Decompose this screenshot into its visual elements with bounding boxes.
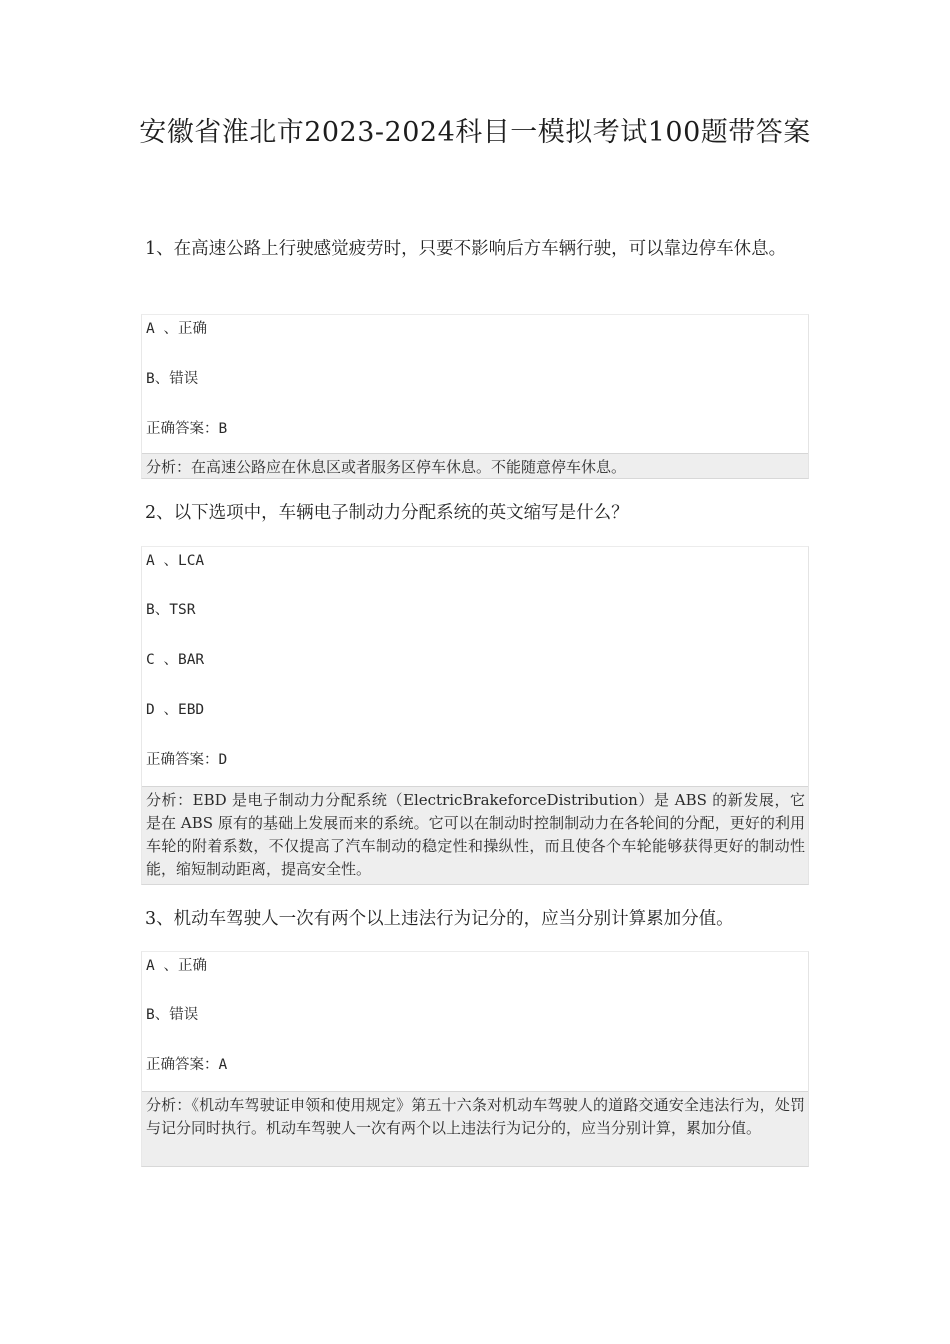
question-3-option-a: A 、正确	[146, 958, 207, 974]
question-1-answer: 正确答案：B	[146, 421, 228, 437]
question-3-box	[141, 951, 809, 1167]
question-1-option-b: B、错误	[146, 371, 199, 387]
question-3-answer: 正确答案：A	[146, 1057, 228, 1073]
question-2-option-b: B、TSR	[146, 602, 196, 618]
question-3-text: 3、机动车驾驶人一次有两个以上违法行为记分的，应当分别计算累加分值。	[145, 909, 734, 929]
question-1-text: 1、在高速公路上行驶感觉疲劳时，只要不影响后方车辆行驶，可以靠边停车休息。	[145, 239, 787, 259]
question-2-option-c: C 、BAR	[146, 652, 205, 668]
question-2-option-d: D 、EBD	[146, 702, 205, 718]
question-3-option-b: B、错误	[146, 1007, 199, 1023]
question-2-text: 2、以下选项中，车辆电子制动力分配系统的英文缩写是什么？	[145, 503, 629, 523]
question-1-analysis: 分析：在高速公路应在休息区或者服务区停车休息。不能随意停车休息。	[142, 453, 808, 478]
question-2-analysis: 分析：EBD 是电子制动力分配系统（ElectricBrakeforceDistribution）是 ABS 的新发展，它是在 ABS 原有的基础上发展而来的系统。它可以在制动时控制制动力在各轮间的分配，更好的利用车轮的附着系数，不仅提高了汽车制动的稳定性和操纵性，而且使各个车轮能够获得更好的制动性能，缩短制动距离，提高安全性。	[142, 786, 808, 884]
question-3-analysis: 分析：《机动车驾驶证申领和使用规定》第五十六条对机动车驾驶人的道路交通安全违法行为，处罚与记分同时执行。机动车驾驶人一次有两个以上违法行为记分的，应当分别计算，累加分值。	[142, 1091, 808, 1166]
page-title: 安徽省淮北市2023-2024科目一模拟考试100题带答案	[139, 117, 811, 148]
question-1-option-a: A 、正确	[146, 321, 207, 337]
question-2-box	[141, 546, 809, 885]
question-2-answer: 正确答案：D	[146, 752, 228, 768]
question-1-box	[141, 314, 809, 479]
question-2-option-a: A 、LCA	[146, 553, 205, 569]
